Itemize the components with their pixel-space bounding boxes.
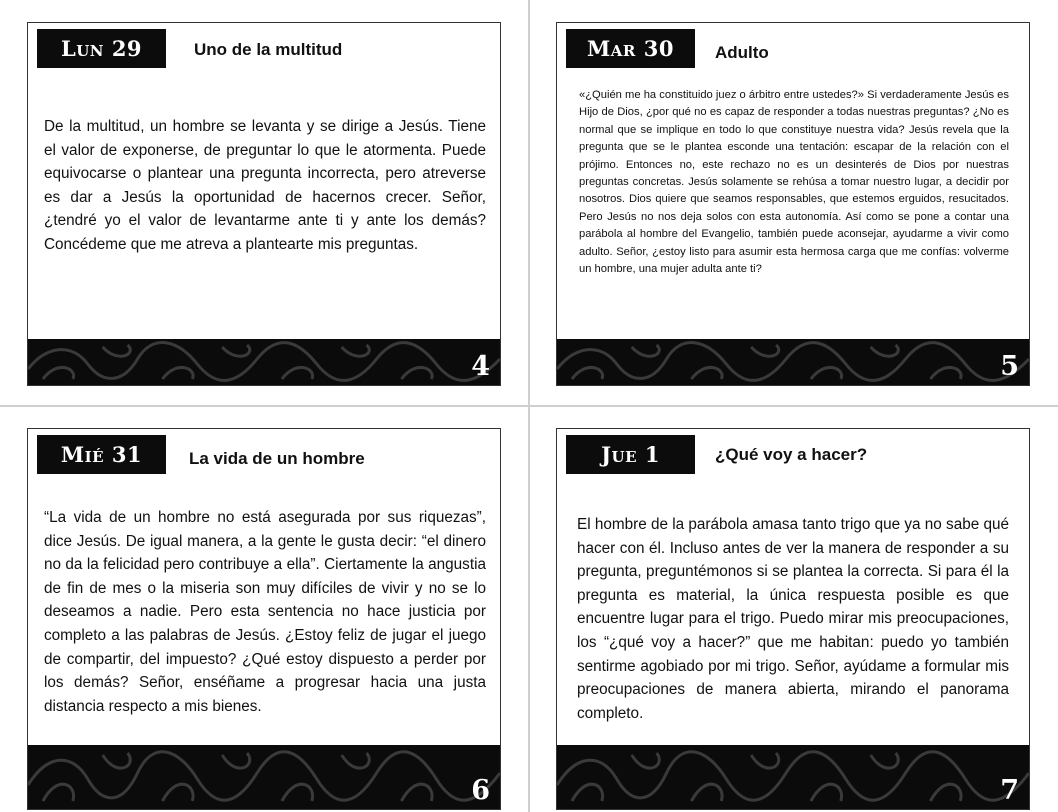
card-title: ¿Qué voy a hacer?	[715, 445, 868, 464]
card-mar-30	[556, 22, 1030, 386]
card-jue-1	[556, 428, 1030, 810]
ornamental-band	[557, 339, 1029, 385]
ornament-pattern	[557, 745, 1029, 809]
ornamental-band	[28, 745, 500, 809]
card-lun-29	[27, 22, 501, 386]
card-body: De la multitud, un hombre se levanta y se dirige a Jesús. Tiene el valor de exponerse, de preguntar lo que le atormenta. Puede equivocarse o plantear una pregunta incorrecta, pero atreverse es dar a Jesús la oportunidad de hacernos crecer. Señor, ¿tendré yo el valor de levantarme ante ti y ante los demás? Concédeme que me atreva a plantearte mis preguntas.	[44, 118, 486, 253]
day-label: Lun 29	[37, 29, 166, 68]
day-label: Mié 31	[37, 435, 166, 474]
page-number: 4	[471, 351, 490, 382]
horizontal-cut-line	[0, 405, 1058, 407]
page-number: 6	[471, 775, 490, 806]
ornament-pattern	[28, 745, 500, 809]
ornamental-band	[28, 339, 500, 385]
day-label: Jue 1	[566, 435, 695, 474]
card-body: «¿Quién me ha constituido juez o árbitro entre ustedes?» Si verdaderamente Jesús es Hijo de Dios, ¿por qué no es capaz de responder a todas nuestras preguntas? ¿No es normal que se implique en todo lo que constituye nuestra vida? Jesús revela que la pregunta que se le plantea esconde una tentación: escapar de la relación con el prójimo. Entonces no, este rechazo no es un desinterés de Dios por nuestras preguntas concretas. Jesús solamente se rehúsa a tomar nuestro lugar, a decidir por nosotros. Dios quiere que seamos responsables, que estemos erguidos, resucitados. Pero Jesús no nos deja solos con esta autonomía. Así como se pone a contar una parábola al hombre del Evangelio, también puede aconsejar, ayudarme a vivir como adulto. Señor, ¿estoy listo para asumir esta hermosa carga que me confías: volverme un hombre, una mujer adulta ante ti?	[579, 89, 1009, 276]
ornament-pattern	[557, 339, 1029, 385]
ornament-pattern	[28, 339, 500, 385]
card-title: La vida de un hombre	[189, 449, 365, 468]
card-mie-31	[27, 428, 501, 810]
day-label: Mar 30	[566, 29, 695, 68]
page-number: 5	[1000, 351, 1019, 382]
card-title: Adulto	[715, 43, 769, 62]
card-body: “La vida de un hombre no está asegurada por sus riquezas”, dice Jesús. De igual manera, a la gente le gusta decir: “el dinero no da la felicidad pero contribuye a ella”. Ciertamente la angustia de fin de mes o la miseria son muy difíciles de vivir y no se lo deseamos a nadie. Pero esta sentencia no hace justicia por completo a las palabras de Jesús. ¿Estoy feliz de jugar el juego de compartir, del impuesto? ¿Qué estoy dispuesto a perder por los demás? Señor, enséñame a progresar hacia una justa distancia respecto a mis bienes.	[44, 509, 486, 715]
card-body: El hombre de la parábola amasa tanto trigo que ya no sabe qué hacer con él. Incluso antes de ver la manera de responder a su pregunta, preguntémonos si se plantea la correcta. Si para él la pregunta es material, la única respuesta posible es que encuentre lugar para el trigo. Puedo mirar mis preocupaciones, los “¿qué voy a hacer?” que me habitan: puedo yo también sentirme agobiado por mi trigo. Señor, ayúdame a formular mis preocupaciones de manera abierta, mirando el panorama completo.	[577, 516, 1010, 722]
card-title: Uno de la multitud	[194, 40, 343, 59]
page-number: 7	[1000, 775, 1019, 806]
ornamental-band	[557, 745, 1029, 809]
